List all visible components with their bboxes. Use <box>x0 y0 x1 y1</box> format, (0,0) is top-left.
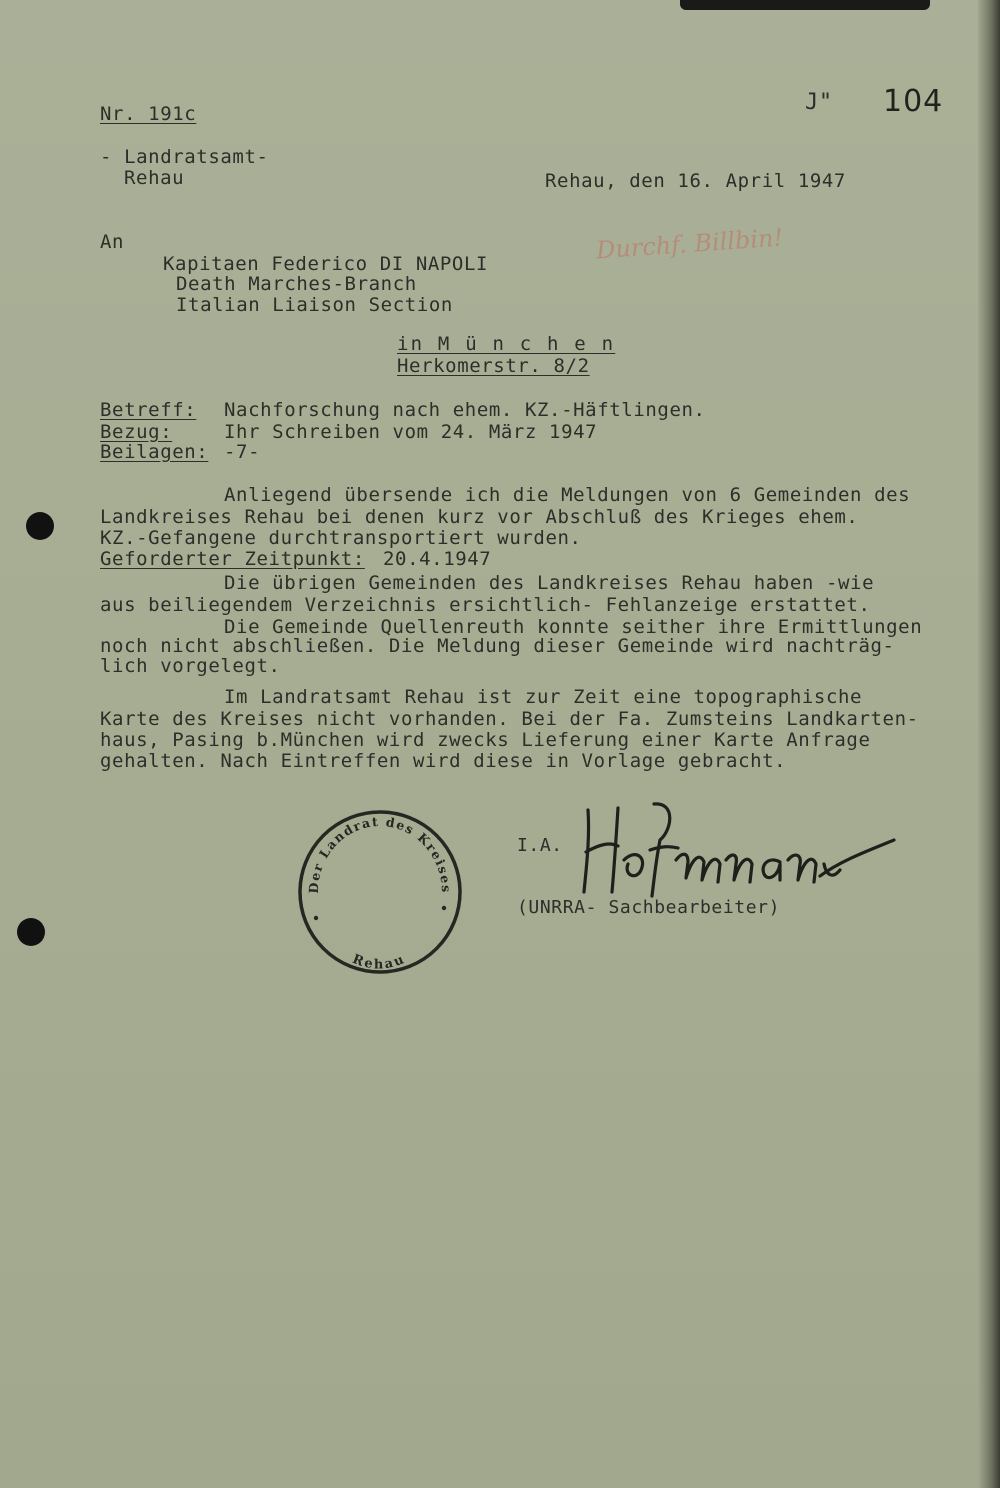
recipient-city: in M ü n c h e n <box>397 333 616 355</box>
deadline-value: 20.4.1947 <box>383 548 492 570</box>
body-line: noch nicht abschließen. Die Meldung dieser Gemeinde wird nachträg- <box>100 635 895 657</box>
body-line: lich vorgelegt. <box>100 655 281 677</box>
recipient-name: Kapitaen Federico DI NAPOLI <box>163 253 489 275</box>
recipient-section: Italian Liaison Section <box>176 294 453 316</box>
handwritten-signature <box>580 800 900 910</box>
stamp-text-top: Der Landrat des Kreises <box>305 813 455 894</box>
beilagen-text: -7- <box>224 441 261 463</box>
svg-text:Der Landrat des Kreises <box>306 814 454 894</box>
handwritten-note: Durchf. Billbin! <box>595 223 784 265</box>
punch-hole-lower <box>17 918 45 946</box>
recipient-street: Herkomerstr. 8/2 <box>397 355 590 377</box>
body-line: gehalten. Nach Eintreffen wird diese in Vorlage gebracht. <box>100 750 787 772</box>
body-line: haus, Pasing b.München wird zwecks Lieferung einer Karte Anfrage <box>100 729 871 751</box>
place-and-date: Rehau, den 16. April 1947 <box>545 170 846 192</box>
stamp-text-bottom: Rehau <box>350 951 408 973</box>
betreff-label: Betreff: <box>100 399 197 421</box>
body-line: aus beiliegendem Verzeichnis ersichtlich- Fehlanzeige erstattet. <box>100 594 871 616</box>
body-line: KZ.-Gefangene durchtransportiert wurden. <box>100 527 582 549</box>
reference-number: Nr. 191c <box>100 103 197 125</box>
body-line: Landkreises Rehau bei denen kurz vor Abschluß des Krieges ehem. <box>100 506 859 528</box>
signature-role: (UNRRA- Sachbearbeiter) <box>517 897 781 918</box>
office-line-1: - Landratsamt- <box>100 146 269 168</box>
scan-edge-top <box>680 0 930 10</box>
deadline-label: Geforderter Zeitpunkt: <box>100 548 365 570</box>
bezug-label: Bezug: <box>100 421 173 443</box>
official-stamp <box>296 800 462 976</box>
body-line: Die Gemeinde Quellenreuth konnte seither ihre Ermittlungen <box>224 616 923 638</box>
recipient-branch: Death Marches-Branch <box>176 273 417 295</box>
bezug-text: Ihr Schreiben vom 24. März 1947 <box>224 421 598 443</box>
punch-hole-upper <box>26 512 54 540</box>
salutation: An <box>100 231 125 253</box>
archive-mark: J" <box>805 90 833 115</box>
body-line: Die übrigen Gemeinden des Landkreises Rehau haben -wie <box>224 572 875 594</box>
scan-edge-right <box>978 0 1000 1488</box>
office-line-2: Rehau <box>124 167 185 189</box>
signature-prefix: I.A. <box>517 835 563 856</box>
page-number: 104 <box>883 84 944 119</box>
betreff-text: Nachforschung nach ehem. KZ.-Häftlingen. <box>224 399 706 421</box>
body-line: Karte des Kreises nicht vorhanden. Bei der Fa. Zumsteins Landkarten- <box>100 708 919 730</box>
beilagen-label: Beilagen: <box>100 441 209 463</box>
body-line: Anliegend übersende ich die Meldungen von 6 Gemeinden des <box>224 484 911 506</box>
body-line: Im Landratsamt Rehau ist zur Zeit eine topographische <box>224 686 863 708</box>
